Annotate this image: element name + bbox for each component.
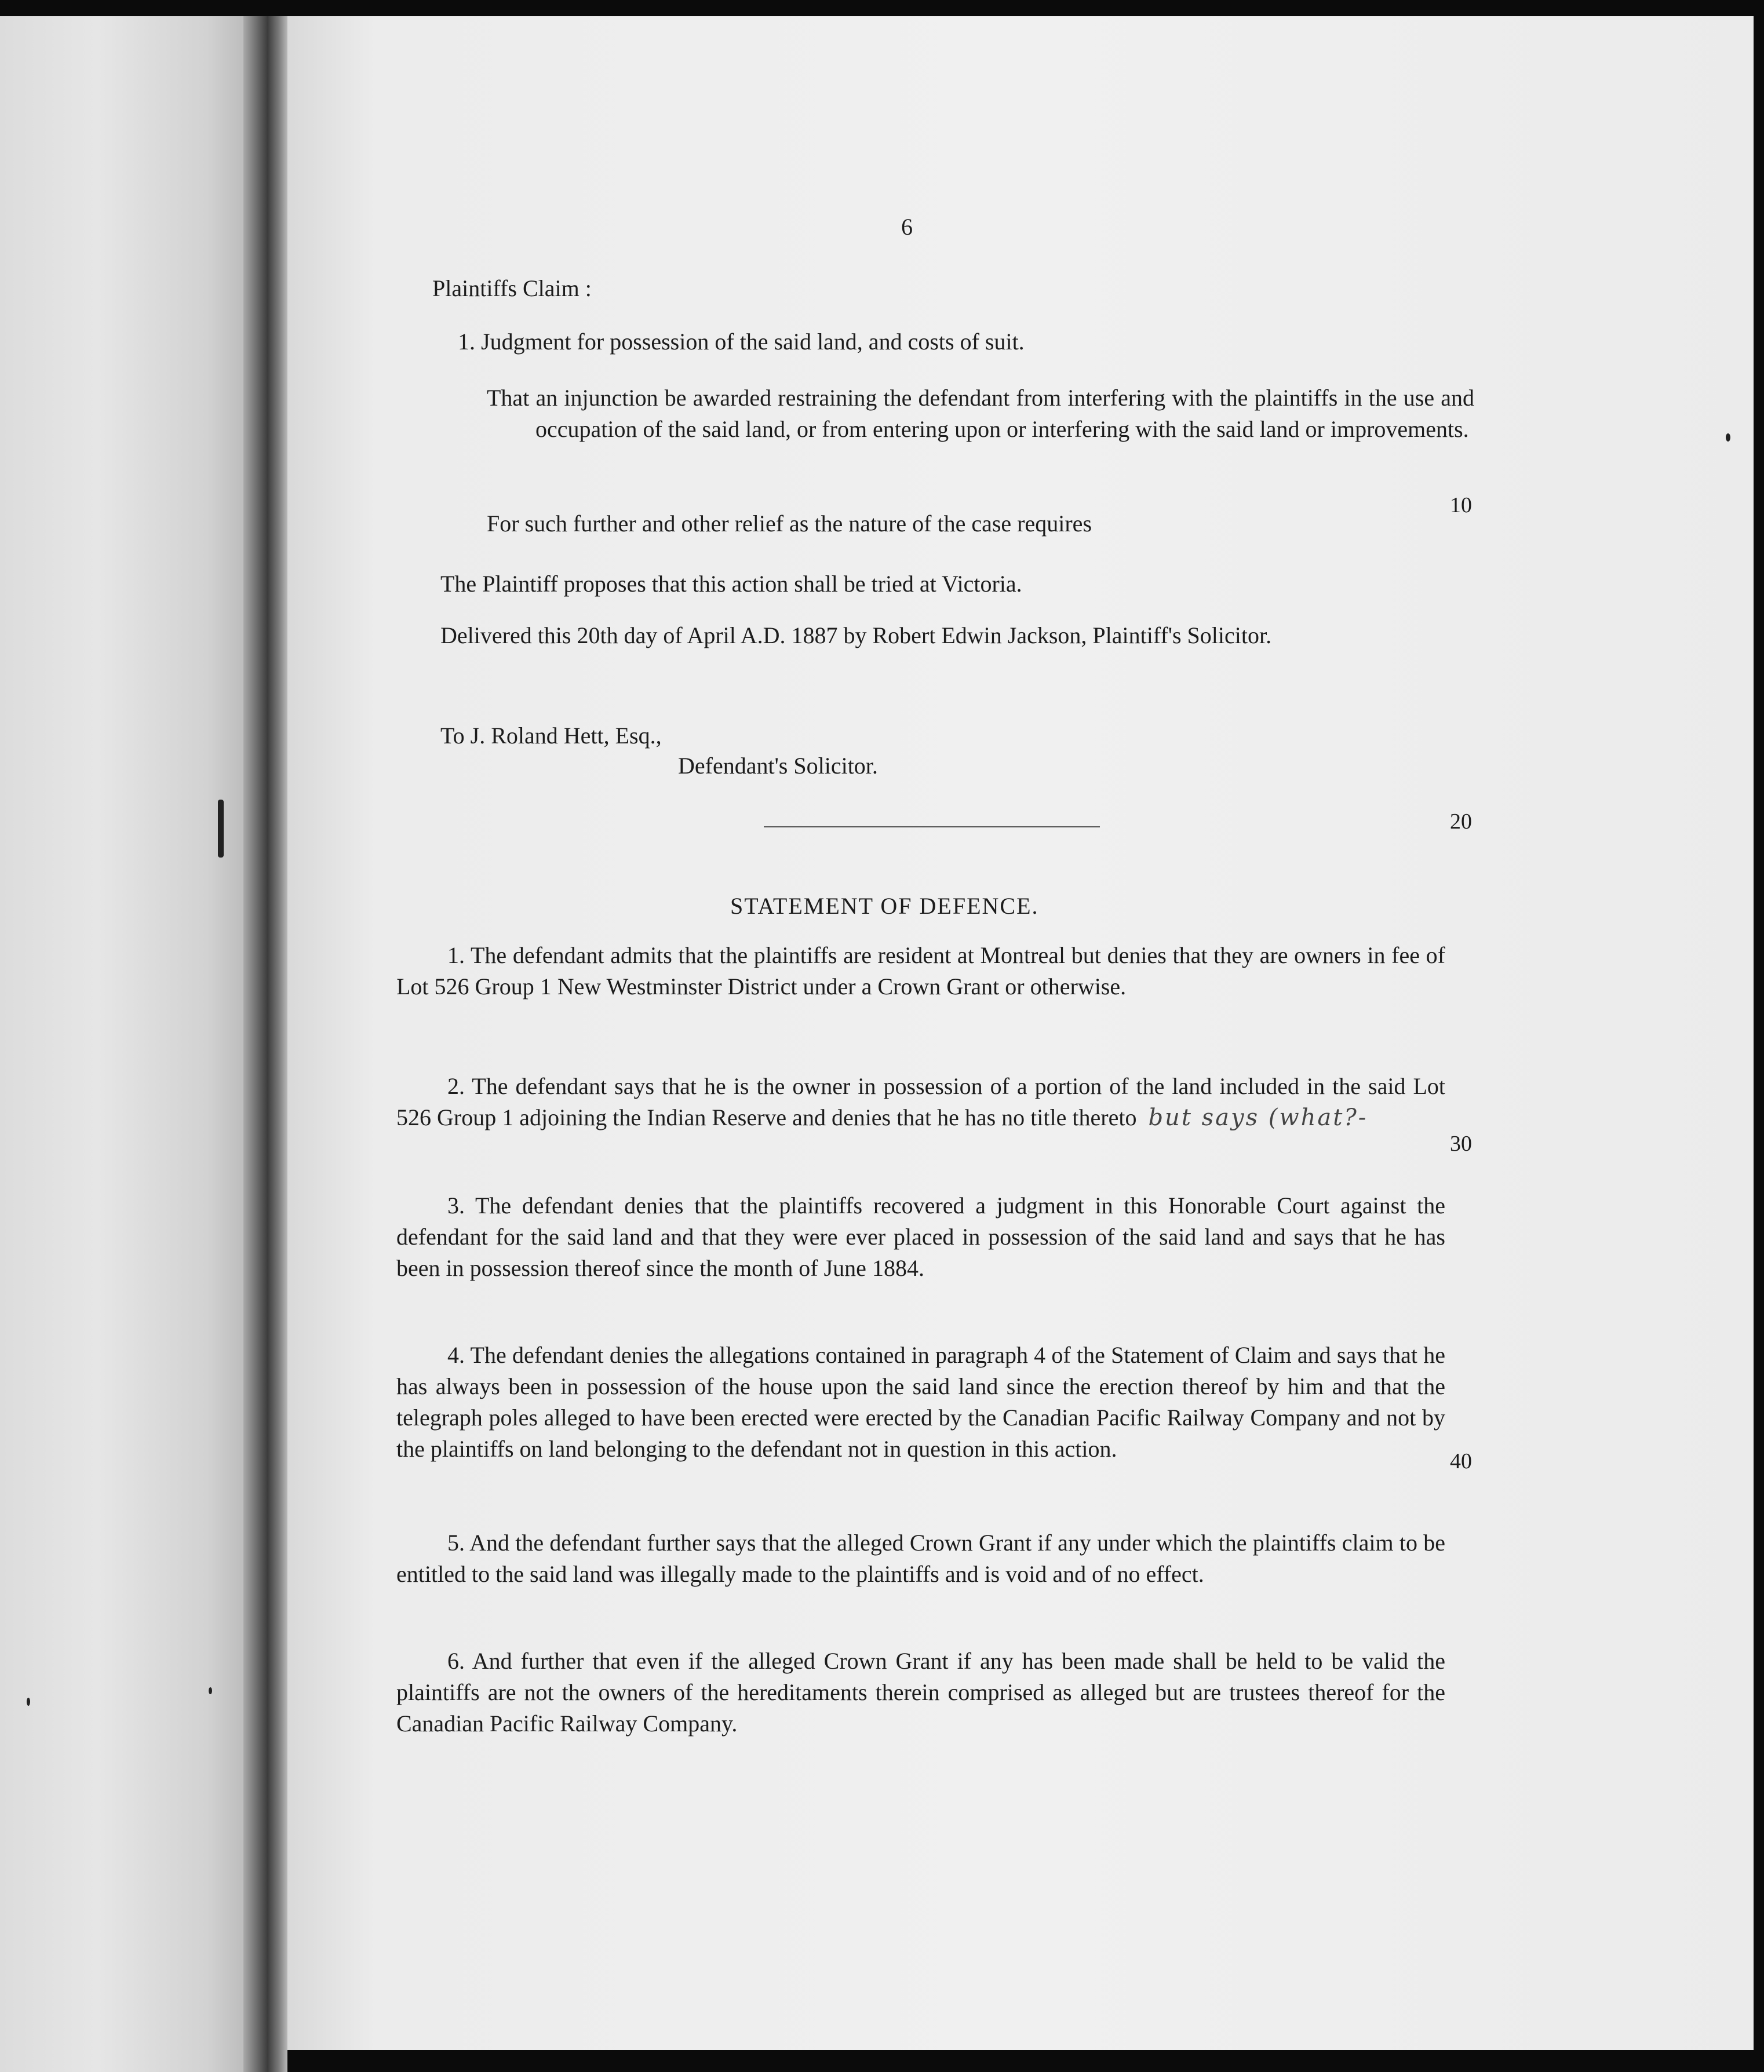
margin-line-number: 30	[1450, 1132, 1472, 1156]
relief-clause: For such further and other relief as the nature of the case requires	[487, 510, 1092, 537]
scan-speck	[1726, 433, 1730, 442]
scan-mark	[218, 800, 224, 858]
addressee-role: Defendant's Solicitor.	[678, 753, 878, 779]
margin-line-number: 20	[1450, 809, 1472, 834]
margin-line-number: 10	[1450, 493, 1472, 517]
defence-paragraph-1: 1. The defendant admits that the plaintiffs are resident at Montreal but denies that they are owners in fee of Lot 526 Group 1 New Westminster District under a Crown Grant or otherwise.	[396, 942, 1445, 999]
venue-clause: The Plaintiff proposes that this action shall be tried at Victoria.	[440, 571, 1022, 597]
scan-speck	[209, 1687, 212, 1694]
facing-page-edge	[0, 16, 243, 2072]
claim-item-1: 1. Judgment for possession of the said land, and costs of suit.	[458, 329, 1025, 355]
defence-paragraph-6: 6. And further that even if the alleged Crown Grant if any has been made shall be held to be valid the plaintiffs are not the owners of the hereditaments therein comprised as alleged but are trustees thereof for the Canadian Pacific Railway Company.	[396, 1648, 1445, 1737]
delivered-clause: Delivered this 20th day of April A.D. 1887 by Robert Edwin Jackson, Plaintiff's Solicitor.	[440, 622, 1272, 648]
book-gutter	[243, 16, 287, 2072]
addressee-line: To J. Roland Hett, Esq.,	[440, 723, 662, 749]
defence-paragraph-5: 5. And the defendant further says that the alleged Crown Grant if any under which the plaintiffs claim to be entitled to the said land was illegally made to the plaintiffs and is void and of no effect.	[396, 1530, 1445, 1587]
page-number: 6	[901, 214, 913, 240]
defence-paragraph-2	[396, 1071, 1445, 1133]
section-divider	[764, 826, 1100, 827]
scan-border	[1754, 0, 1764, 2072]
defence-paragraph-2-text: 2. The defendant says that he is the owner in possession of a portion of the land included in the said Lot 526 Group 1 adjoining the Indian Reserve and denies that he has no title thereto	[396, 1073, 1445, 1130]
plaintiffs-claim-heading: Plaintiffs Claim :	[432, 275, 592, 301]
scan-speck	[27, 1698, 30, 1706]
injunction-clause: That an injunction be awarded restraining the defendant from interfering with the plaintiffs in the use and occupation of the said land, or from entering upon or interfering with the said land or improvements.	[487, 385, 1474, 442]
margin-line-number: 40	[1450, 1449, 1472, 1473]
statement-of-defence-title: STATEMENT OF DEFENCE.	[730, 893, 1039, 919]
defence-paragraph-4: 4. The defendant denies the allegations contained in paragraph 4 of the Statement of Claim and says that he has always been in possession of the house upon the said land since the erection thereof by him and that the telegraph poles alleged to have been erected were erected by the Canadian Pacific Railway Company and not by the plaintiffs on land belonging to the defendant not in question in this action.	[396, 1342, 1445, 1462]
defence-paragraph-3: 3. The defendant denies that the plaintiffs recovered a judgment in this Honorable Court against the defendant for the said land and that they were ever placed in possession of the said land and says that he has been in possession thereof since the month of June 1884.	[396, 1192, 1445, 1281]
document-page	[287, 16, 1754, 2050]
handwritten-annotation: but says (what?-	[1148, 1104, 1368, 1131]
